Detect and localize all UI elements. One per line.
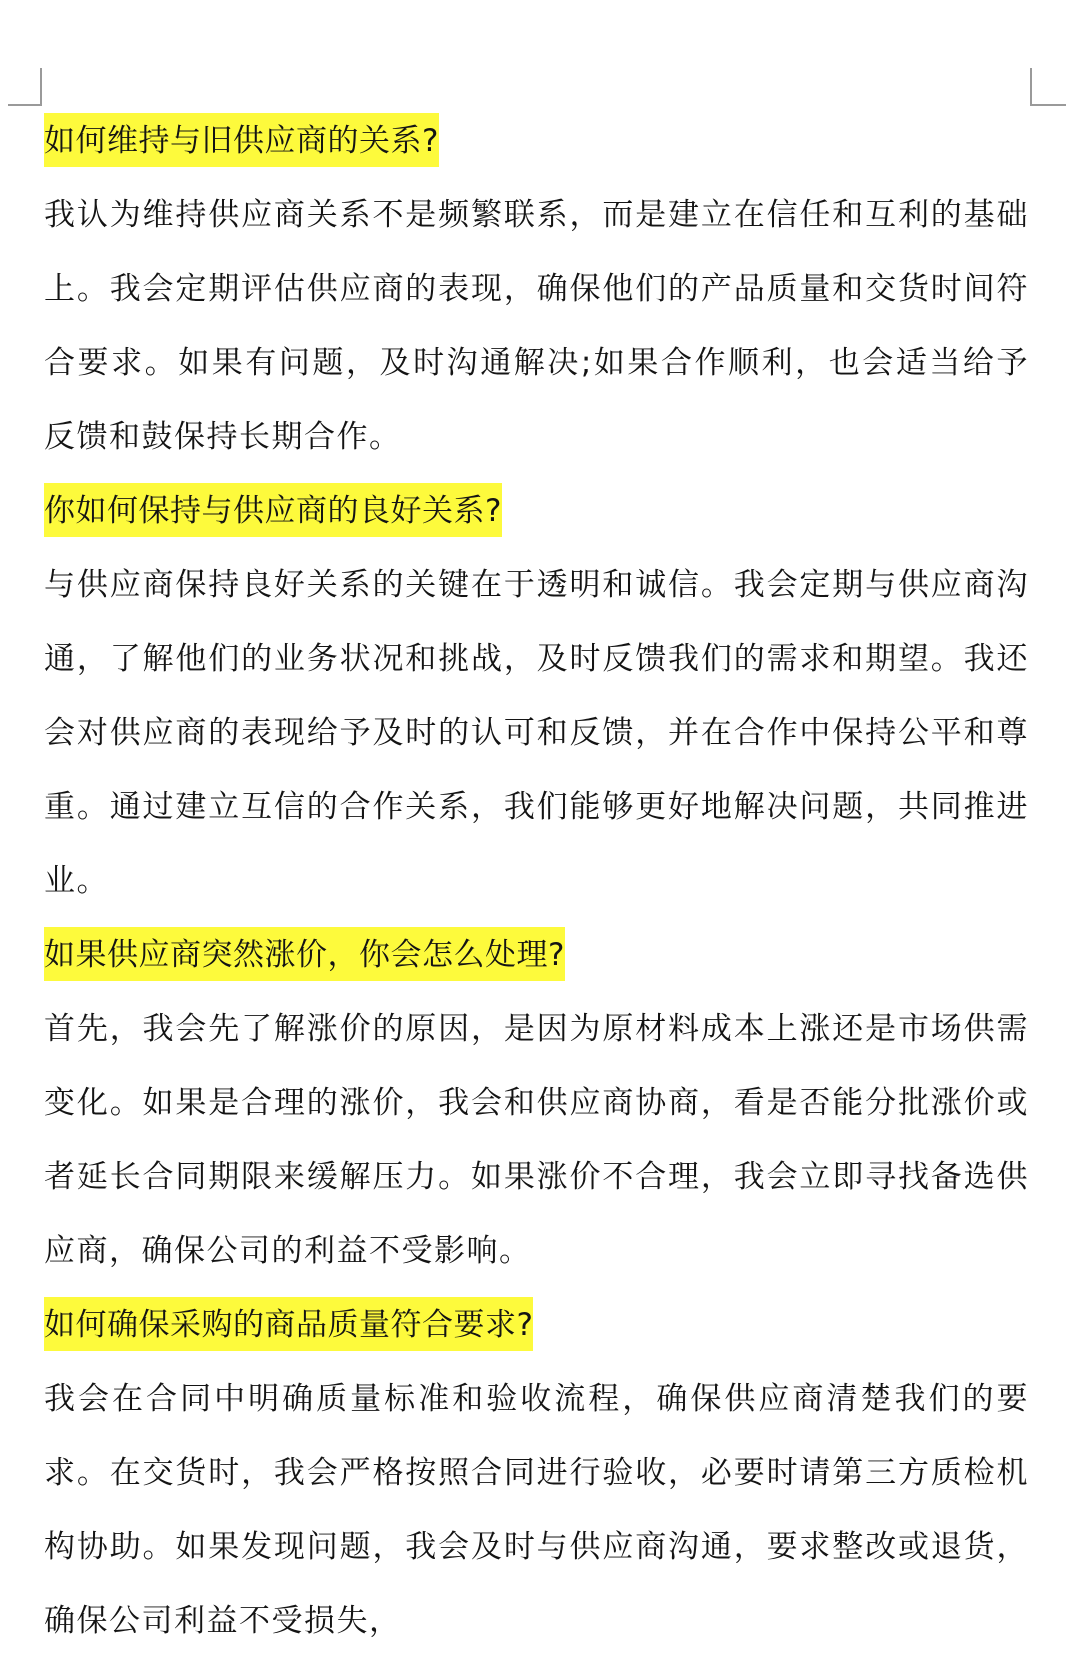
qa-section-2 bbox=[44, 474, 1054, 918]
qa-section-4 bbox=[44, 1288, 1054, 1658]
qa-section-3 bbox=[44, 918, 1054, 1288]
answer-paragraph: 与供应商保持良好关系的关键在于透明和诚信。我会定期与供应商沟通，了解他们的业务状况和挑战，及时反馈我们的需求和期望。我还会对供应商的表现给予及时的认可和反馈，并在合作中保持公平和尊重。通过建立互信的合作关系，我们能够更好地解决问题，共同推进业。 bbox=[44, 567, 1029, 899]
answer-paragraph: 我认为维持供应商关系不是频繁联系，而是建立在信任和互利的基础上。我会定期评估供应商的表现，确保他们的产品质量和交货时间符合要求。如果有问题，及时沟通解决;如果合作顺利，也会适当给予反馈和鼓保持长期合作。 bbox=[44, 197, 1029, 455]
highlighted-question-text: 如果供应商突然涨价，你会怎么处理? bbox=[44, 927, 565, 981]
answer-paragraph: 首先，我会先了解涨价的原因，是因为原材料成本上涨还是市场供需变化。如果是合理的涨价，我会和供应商协商，看是否能分批涨价或者延长合同期限来缓解压力。如果涨价不合理，我会立即寻找备选供应商，确保公司的利益不受影响。 bbox=[44, 1011, 1029, 1269]
qa-section-1 bbox=[44, 104, 1054, 474]
question-heading bbox=[44, 104, 1054, 178]
highlighted-question-text: 你如何保持与供应商的良好关系? bbox=[44, 483, 502, 537]
page-margin-mark-left bbox=[8, 68, 42, 106]
question-heading bbox=[44, 474, 1054, 548]
highlighted-question-text: 如何确保采购的商品质量符合要求? bbox=[44, 1297, 533, 1351]
question-heading bbox=[44, 1288, 1054, 1362]
document-body bbox=[44, 104, 1054, 1658]
question-heading bbox=[44, 918, 1054, 992]
highlighted-question-text: 如何维持与旧供应商的关系? bbox=[44, 113, 439, 167]
page-margin-mark-right bbox=[1030, 68, 1066, 106]
answer-paragraph: 我会在合同中明确质量标准和验收流程，确保供应商清楚我们的要求。在交货时，我会严格按照合同进行验收，必要时请第三方质检机构协助。如果发现问题，我会及时与供应商沟通，要求整改或退货，确保公司利益不受损失， bbox=[44, 1381, 1029, 1639]
